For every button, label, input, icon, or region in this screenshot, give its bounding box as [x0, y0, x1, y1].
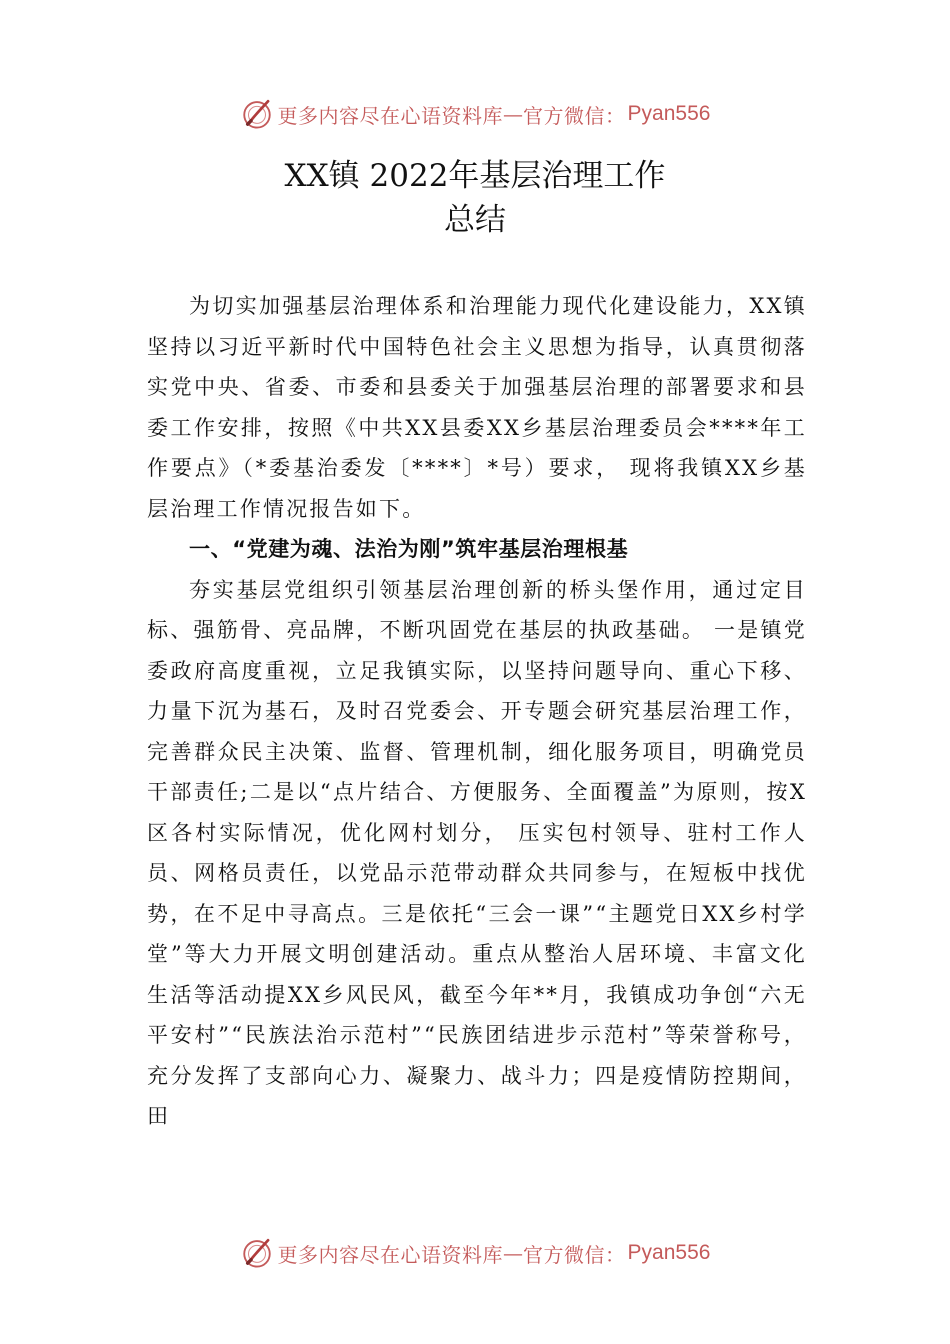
document-body — [147, 286, 807, 1137]
brush-circle-logo-icon — [240, 1236, 274, 1270]
watermark-separator: — — [503, 102, 524, 126]
brush-circle-logo-icon — [240, 97, 274, 131]
intro-paragraph: 为切实加强基层治理体系和治理能力现代化建设能力，XX镇坚持以习近平新时代中国特色社会主义思想为指导，认真贯彻落实党中央、省委、市委和县委关于加强基层治理的部署要求和县委工作安排，按照《中共XX县委XX乡基层治理委员会****年工作要点》（*委基治委发〔****〕*号）要求， 现将我镇XX乡基层治理工作情况报告如下。 — [147, 294, 807, 521]
document-title-line2: 总结 — [444, 202, 506, 238]
watermark-wechat-label: 官方微信： — [523, 1242, 626, 1267]
section-paragraph: 夯实基层党组织引领基层治理创新的桥头堡作用，通过定目标、强筋骨、亮品牌，不断巩固党在基层的执政基础。 一是镇党委政府高度重视，立足我镇实际，以坚持问题导向、重心下移、力量下沉为基石，及时召党委会、开专题会研究基层治理工作，完善群众民主决策、监督、管理机制，细化服务项目，明确党员干部责任;二是以“点片结合、方便服务、全面覆盖”为原则，按X区各村实际情况，优化网村划分， 压实包村领导、驻村工作人员、网格员责任，以党品示范带动群众共同参与，在短板中找优势，在不足中寻高点。三是依托“三会一课”“主题党日XX乡村学堂”等大力开展文明创建活动。重点从整治人居环境、丰富文化生活等活动提XX乡风民风，截至今年**月，我镇成功争创“六无平安村”“民族法治示范村”“民族团结进步示范村”等荣誉称号，充分发挥了支部向心力、凝聚力、战斗力；四是疫情防控期间，田 — [147, 577, 807, 1128]
section-heading: 一、“党建为魂、法治为刚”筑牢基层治理根基 — [189, 537, 629, 561]
watermark-site-text: 更多内容尽在心语资料库 — [277, 1242, 504, 1267]
watermark-site-text: 更多内容尽在心语资料库 — [277, 103, 504, 128]
watermark-wechat-id: Pyan556 — [627, 1241, 711, 1264]
watermark-wechat-id: Pyan556 — [627, 102, 711, 125]
watermark-banner-top — [0, 94, 950, 134]
watermark-separator: — — [503, 1241, 524, 1265]
watermark-banner-bottom — [0, 1233, 950, 1273]
document-title-line1: XX镇 2022年基层治理工作 — [284, 158, 666, 194]
watermark-wechat-label: 官方微信： — [523, 103, 626, 128]
